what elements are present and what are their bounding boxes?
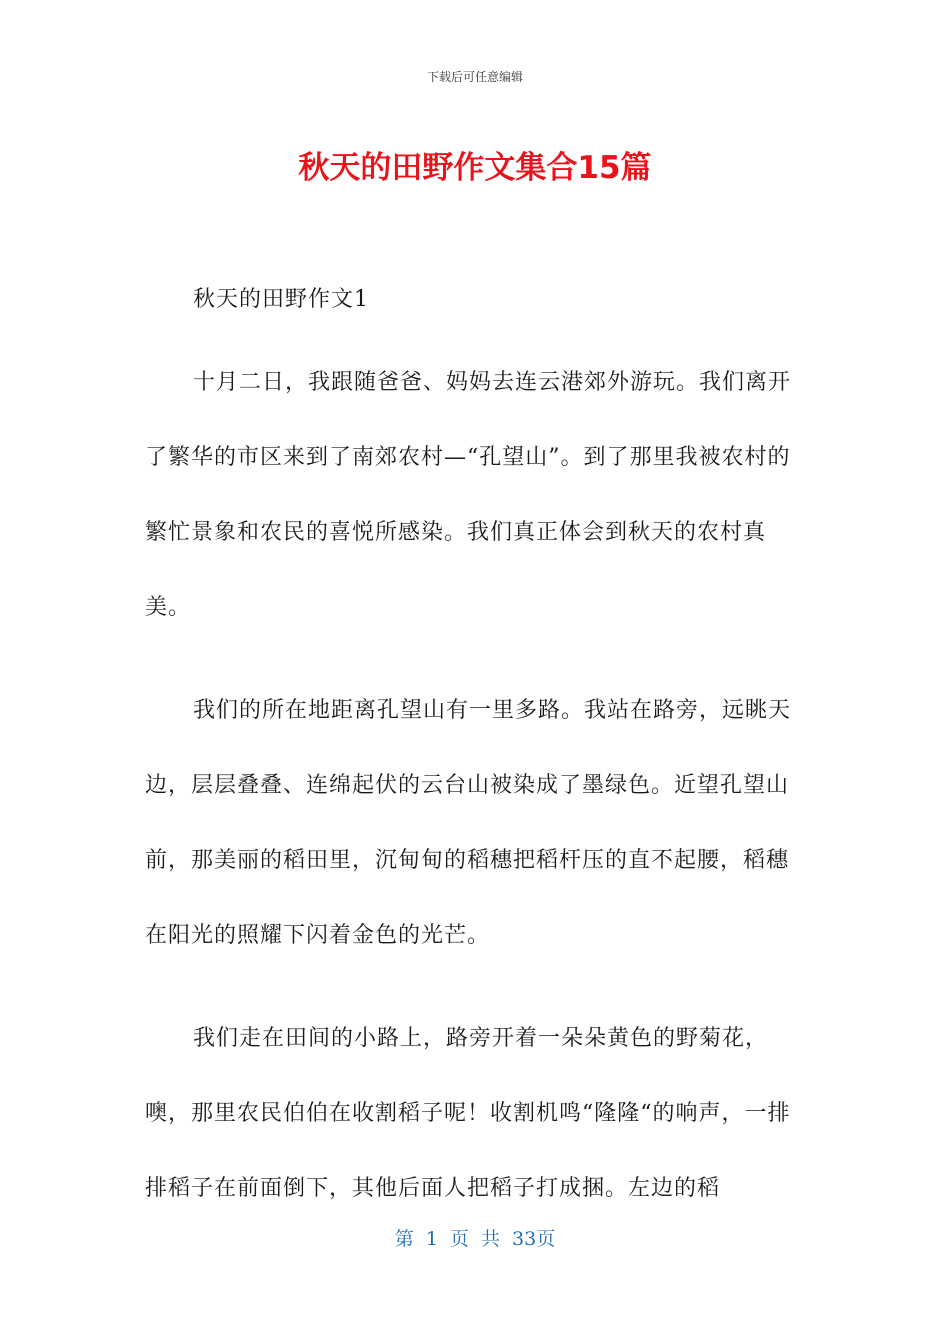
section-heading: 秋天的田野作文1 [193, 287, 369, 312]
document-title: 秋天的田野作文集合15篇 [298, 150, 652, 186]
document-body [145, 262, 810, 1254]
page-number-footer: 第 1 页 共 33页 [394, 1228, 556, 1250]
paragraph-2: 我们的所在地距离孔望山有一里多路。我站在路旁，远眺天边，层层叠叠、连绵起伏的云台山被染成了墨绿色。近望孔望山前，那美丽的稻田里，沉甸甸的稻穗把稻杆压的直不起腰，稻穗在阳光的照耀下闪着金色的光芒。 [145, 698, 792, 948]
paragraph-1: 十月二日，我跟随爸爸、妈妈去连云港郊外游玩。我们离开了繁华的市区来到了南郊农村—“孔望山”。到了那里我被农村的繁忙景象和农民的喜悦所感染。我们真正体会到秋天的农村真美。 [145, 370, 792, 620]
header-note: 下载后可任意编辑 [426, 70, 523, 84]
paragraph-3: 我们走在田间的小路上，路旁开着一朵朵黄色的野菊花，噢，那里农民伯伯在收割稻子呢！收割机鸣“隆隆“的响声，一排排稻子在前面倒下，其他后面人把稻子打成捆。左边的稻 [145, 1026, 791, 1201]
